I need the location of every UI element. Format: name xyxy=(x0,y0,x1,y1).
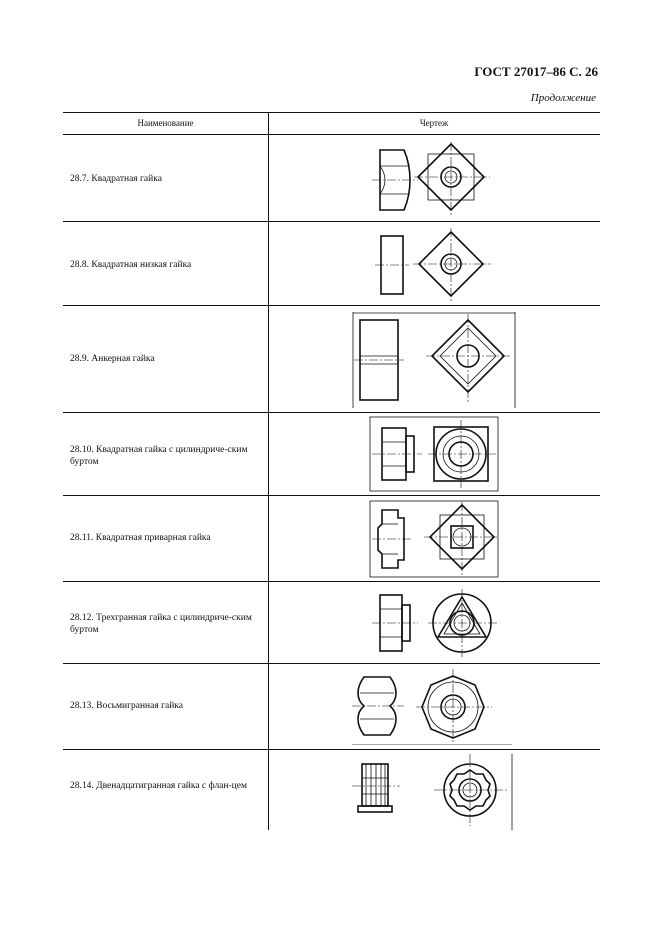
twelve-point-flange-nut-drawing xyxy=(350,754,520,830)
row-separator xyxy=(63,412,600,413)
row-name-28-7: 28.7. Квадратная гайка xyxy=(70,174,162,184)
table-header-border xyxy=(63,134,600,135)
low-square-nut-drawing xyxy=(375,228,500,302)
row-name-28-12: 28.12. Трехгранная гайка с цилиндриче-ским буртом xyxy=(70,613,252,635)
row-name-28-13: 28.13. Восьмигранная гайка xyxy=(70,701,183,711)
row-separator xyxy=(63,221,600,222)
row-name-28-9: 28.9. Анкерная гайка xyxy=(70,354,155,364)
octagonal-nut-drawing xyxy=(352,667,512,745)
square-weld-nut-drawing xyxy=(368,500,500,578)
row-separator xyxy=(63,663,600,664)
table-top-border xyxy=(63,112,600,113)
row-separator xyxy=(63,495,600,496)
document-standard-number: ГОСТ 27017–86 С. 26 xyxy=(474,64,598,79)
continuation-label: Продолжение xyxy=(530,92,596,104)
column-divider xyxy=(268,112,269,830)
row-name-28-14: 28.14. Двенадцатигранная гайка с флан-цем xyxy=(70,781,247,791)
row-separator xyxy=(63,749,600,750)
square-nut-drawing xyxy=(370,142,500,218)
row-name-28-11: 28.11. Квадратная приварная гайка xyxy=(70,533,211,543)
row-name-28-10: 28.10. Квадратная гайка с цилиндриче-ским буртом xyxy=(70,445,248,467)
column-header-name: Наименование xyxy=(137,118,194,128)
row-separator xyxy=(63,305,600,306)
column-header-drawing: Чертеж xyxy=(419,118,449,128)
triangular-collar-nut-drawing xyxy=(370,585,500,661)
row-separator xyxy=(63,581,600,582)
row-name-28-8: 28.8. Квадратная низкая гайка xyxy=(70,260,192,270)
square-collar-nut-drawing xyxy=(368,416,500,492)
anchor-nut-drawing xyxy=(350,312,518,408)
